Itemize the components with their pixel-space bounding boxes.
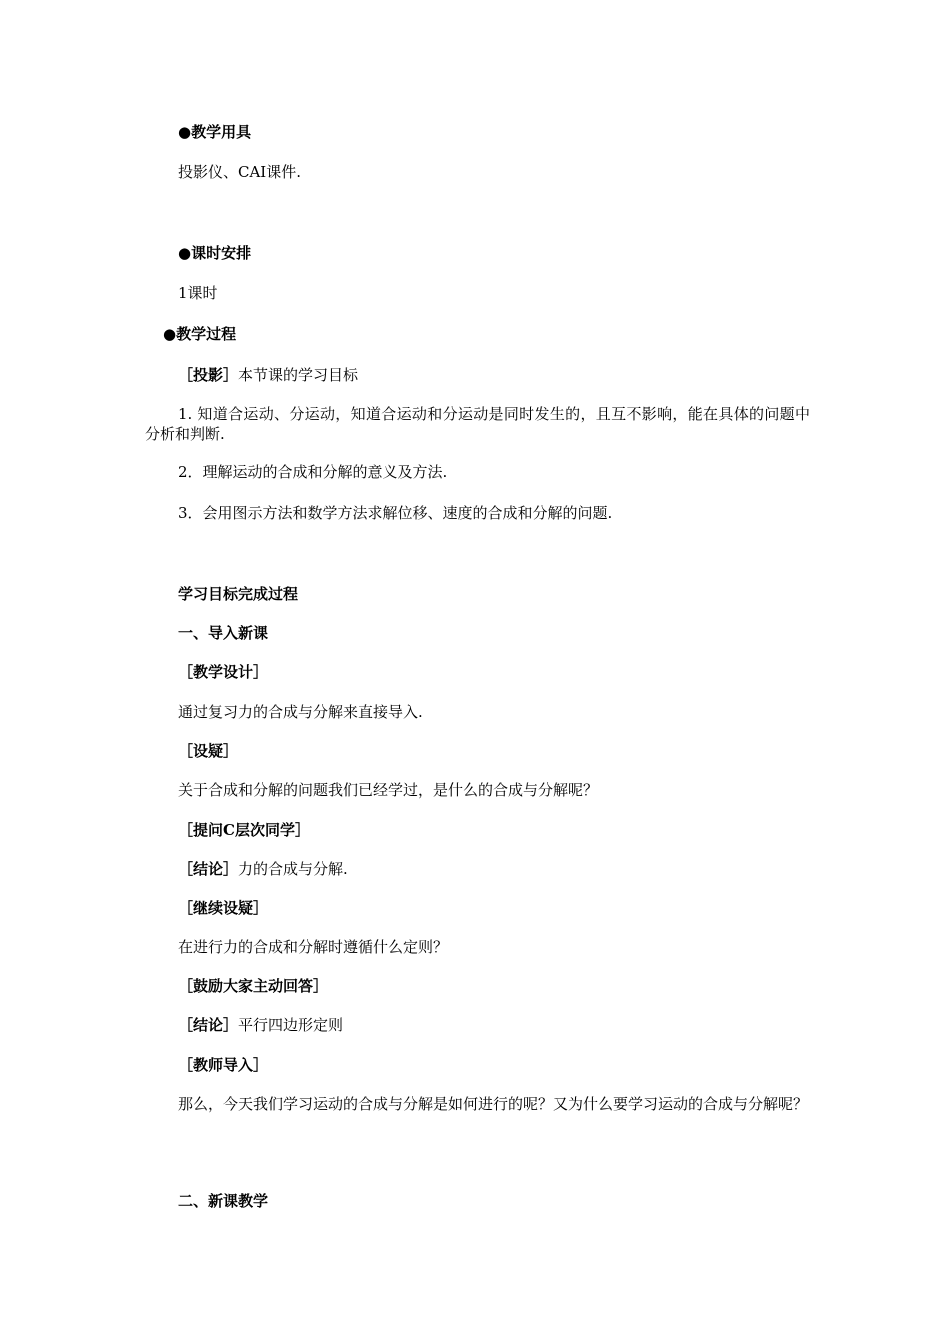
- objective-item-3: 3．会用图示方法和数学方法求解位移、速度的合成和分解的问题.: [178, 504, 613, 522]
- process-heading: ●教学过程: [163, 325, 237, 343]
- conclusion-2-line: [178, 1015, 343, 1035]
- schedule-heading: ●课时安排: [178, 244, 252, 262]
- design-text: 通过复习力的合成与分解来直接导入.: [178, 703, 423, 721]
- question-text: 关于合成和分解的问题我们已经学过，是什么的合成与分解呢？: [178, 781, 599, 799]
- continue-text: 在进行力的合成和分解时遵循什么定则？: [178, 938, 449, 956]
- projection-text: 本节课的学习目标: [238, 366, 359, 384]
- tools-heading: ●教学用具: [178, 123, 252, 141]
- projection-line: [178, 365, 358, 385]
- conclusion-1-line: [178, 859, 348, 879]
- tools-text: 投影仪、CAI课件.: [178, 163, 302, 181]
- design-label: ［教学设计］: [178, 663, 269, 681]
- schedule-text: 1课时: [178, 284, 218, 302]
- conclusion-1-label: ［结论］: [178, 860, 239, 878]
- teacher-label: ［教师导入］: [178, 1056, 269, 1074]
- objective-item-2: 2．理解运动的合成和分解的意义及方法.: [178, 463, 448, 481]
- conclusion-2-text: 平行四边形定则: [238, 1016, 344, 1034]
- part2-title: 二、新课教学: [178, 1192, 269, 1210]
- encourage-label: ［鼓励大家主动回答］: [178, 977, 329, 995]
- part1-title: 一、导入新课: [178, 624, 269, 642]
- conclusion-1-text: 力的合成与分解.: [238, 860, 348, 878]
- process-title: 学习目标完成过程: [178, 585, 299, 603]
- teacher-text: 那么，今天我们学习运动的合成与分解是如何进行的呢？又为什么要学习运动的合成与分解呢？: [178, 1095, 809, 1113]
- conclusion-2-label: ［结论］: [178, 1016, 239, 1034]
- ask-label: ［提问C层次同学］: [178, 821, 310, 839]
- question-label: ［设疑］: [178, 742, 239, 760]
- objective-item-1: 1. 知道合运动、分运动，知道合运动和分运动是同时发生的，且互不影响，能在具体的问题中分析和判断.: [145, 405, 810, 443]
- projection-label: ［投影］: [178, 366, 239, 384]
- continue-label: ［继续设疑］: [178, 899, 269, 917]
